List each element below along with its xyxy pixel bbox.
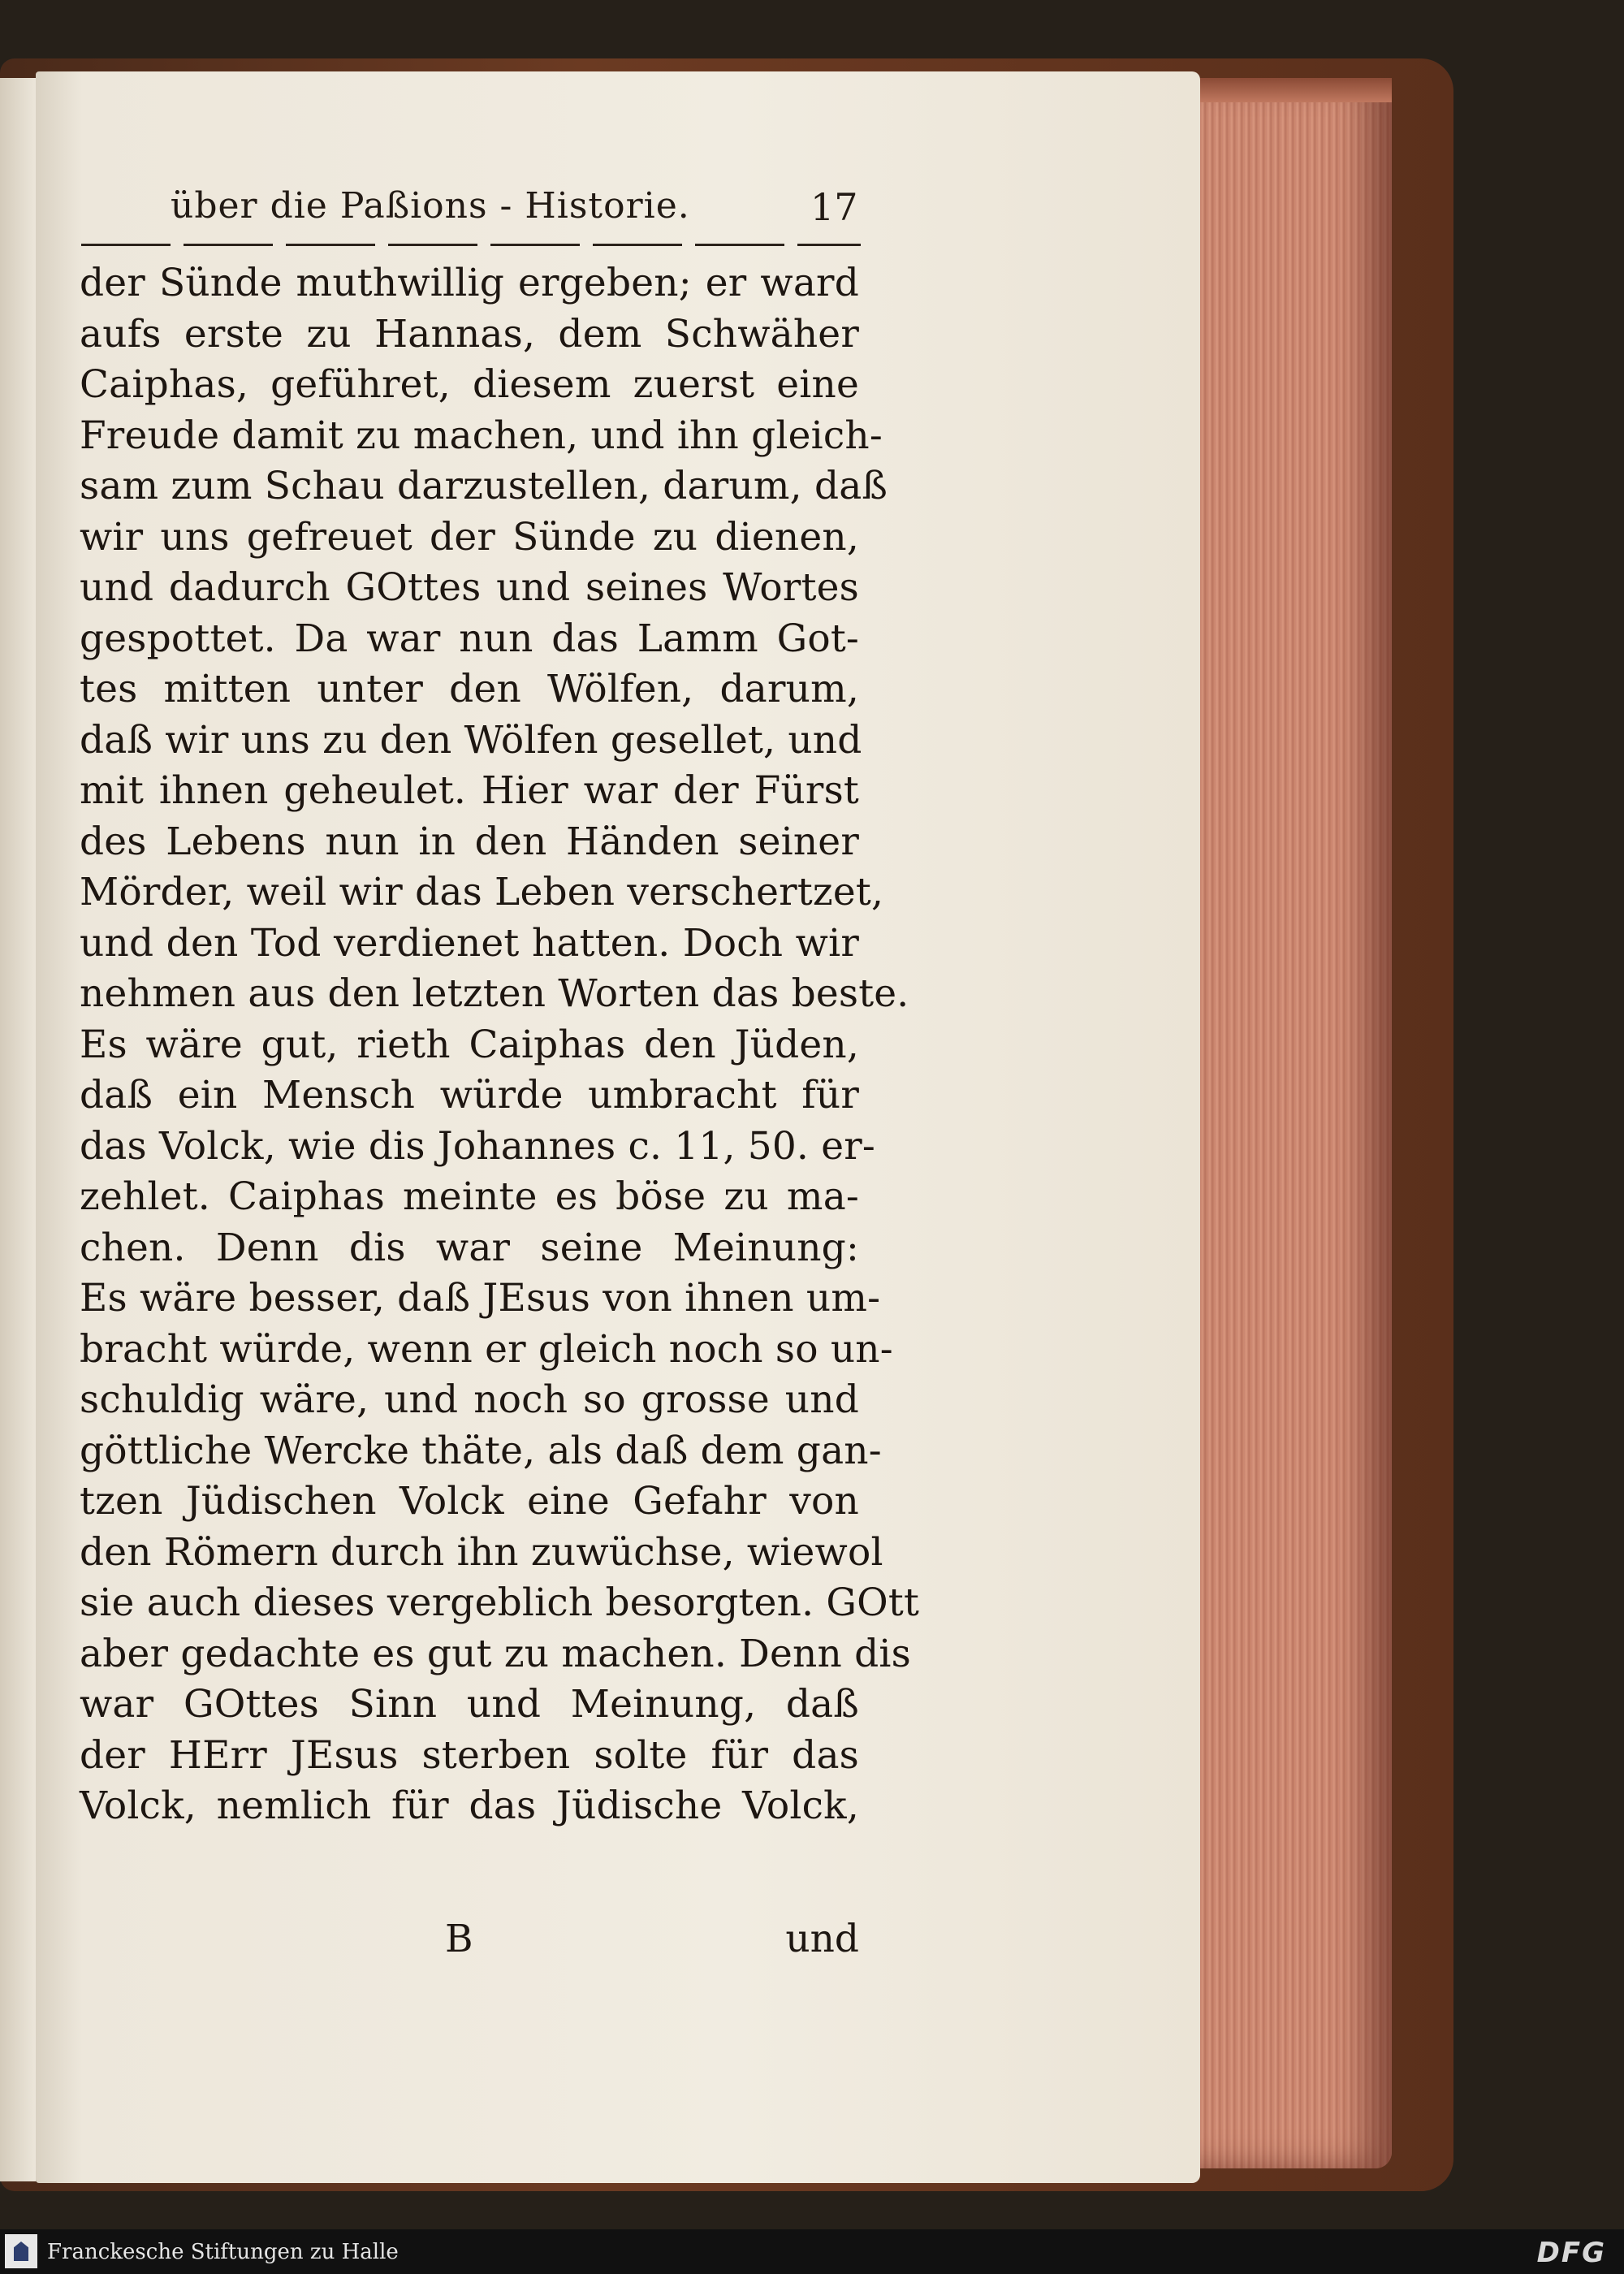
text-line: Es wäre besser, daß JEsus von ihnen um- xyxy=(80,1276,881,1321)
text-line: aber gedachte es gut zu machen. Denn dis xyxy=(80,1631,911,1676)
previous-page-edge xyxy=(0,78,37,2181)
text-line: Mörder, weil wir das Leben verschertzet, xyxy=(80,870,884,914)
header-rule xyxy=(81,244,861,246)
text-line: zehlet. Caiphas meinte es böse zu ma- xyxy=(80,1174,859,1219)
body-text xyxy=(80,258,920,1832)
text-line: tzen Jüdischen Volck eine Gefahr von xyxy=(80,1479,859,1524)
page-header xyxy=(171,185,869,234)
text-line: war GOttes Sinn und Meinung, daß xyxy=(80,1682,859,1727)
text-line: des Lebens nun in den Händen seiner xyxy=(80,819,859,864)
dfg-logo: DFG xyxy=(1536,2237,1606,2269)
text-line: Freude damit zu machen, und ihn gleich- xyxy=(80,413,883,458)
text-line: sie auch dieses vergeblich besorgten. GOtt xyxy=(80,1580,920,1625)
text-line: göttliche Wercke thäte, als daß dem gan- xyxy=(80,1428,882,1473)
viewer-footer-bar xyxy=(0,2229,1624,2274)
text-line: Volck, nemlich für das Jüdische Volck, xyxy=(80,1783,859,1828)
institution-name: Franckesche Stiftungen zu Halle xyxy=(47,2240,399,2264)
page-footer xyxy=(80,1917,859,1967)
text-line: wir uns gefreuet der Sünde zu dienen, xyxy=(80,514,859,560)
page-block-edge xyxy=(1200,78,1392,2168)
text-line: gespottet. Da war nun das Lamm Got- xyxy=(80,616,859,661)
text-line: Es wäre gut, rieth Caiphas den Jüden, xyxy=(80,1022,859,1067)
page-block-top xyxy=(1200,78,1392,102)
text-line: bracht würde, wenn er gleich noch so un- xyxy=(80,1326,893,1372)
text-line: der HErr JEsus sterben solte für das xyxy=(80,1732,859,1778)
text-line: und den Tod verdienet hatten. Doch wir xyxy=(80,920,859,966)
text-line: das Volck, wie dis Johannes c. 11, 50. er- xyxy=(80,1123,875,1169)
text-line: tes mitten unter den Wölfen, darum, xyxy=(80,667,859,711)
text-line: den Römern durch ihn zuwüchse, wiewol xyxy=(80,1529,883,1575)
institution-logo xyxy=(5,2234,37,2268)
text-line: aufs erste zu Hannas, dem Schwäher xyxy=(80,311,859,357)
text-line: chen. Denn dis war seine Meinung: xyxy=(80,1225,859,1270)
text-line: daß wir uns zu den Wölfen gesellet, und xyxy=(80,717,862,763)
text-line: schuldig wäre, und noch so grosse und xyxy=(80,1377,859,1422)
running-title: über die Paßions - Historie. xyxy=(171,185,690,227)
text-line: mit ihnen geheulet. Hier war der Fürst xyxy=(80,768,859,813)
text-line: und dadurch GOttes und seines Wortes xyxy=(80,565,859,610)
signature-mark: B xyxy=(445,1917,473,1961)
text-line: daß ein Mensch würde umbracht für xyxy=(80,1073,859,1118)
text-line: der Sünde muthwillig ergeben; er ward xyxy=(80,261,859,305)
catchword: und xyxy=(785,1917,859,1961)
text-line: Caiphas, geführet, diesem zuerst eine xyxy=(80,362,859,407)
text-line: nehmen aus den letzten Worten das beste. xyxy=(80,971,909,1016)
page-number: 17 xyxy=(810,185,858,229)
text-line: sam zum Schau darzustellen, darum, daß xyxy=(80,464,888,508)
